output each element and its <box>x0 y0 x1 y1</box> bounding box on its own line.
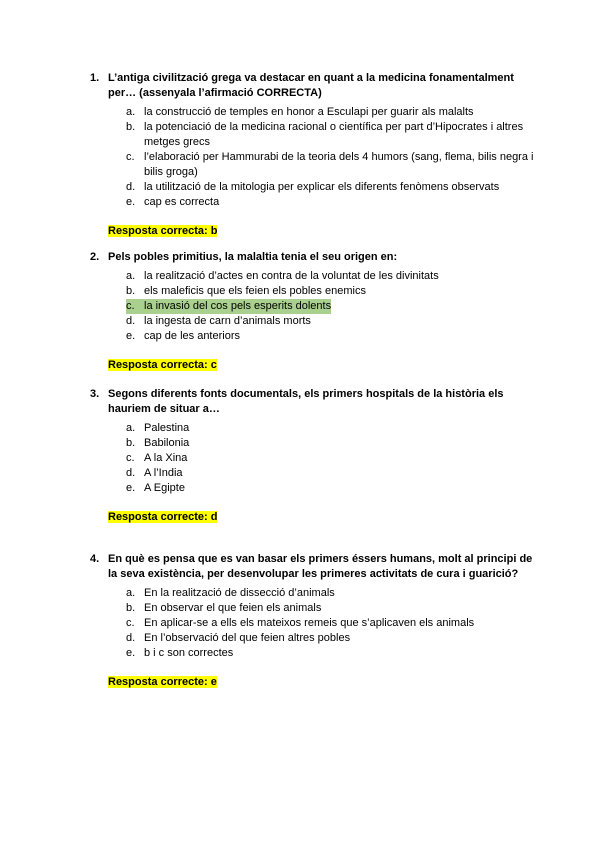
option-c <box>126 150 540 180</box>
option-a <box>126 269 540 284</box>
question-text: Segons diferents fonts documentals, els primers hospitals de la història els hauriem de situar a… <box>108 388 504 415</box>
option-text: cap de les anteriors <box>144 330 240 342</box>
option-letter: d. <box>126 467 136 479</box>
question-heading <box>90 71 540 101</box>
question-number: 3. <box>90 388 100 400</box>
question-1 <box>90 71 540 239</box>
correct-answer <box>108 358 540 373</box>
question-text: En què es pensa que es van basar els primers éssers humans, molt al principi de la seva existència, per desenvolupar les primeres activitats de cura i guarició? <box>108 553 533 580</box>
option-letter: e. <box>126 330 136 342</box>
option-b <box>126 284 540 299</box>
option-c <box>126 299 540 314</box>
option-list <box>90 269 540 344</box>
correct-answer <box>108 510 540 525</box>
option-letter: c. <box>126 617 135 629</box>
question-text: Pels pobles primitius, la malaltia tenia el seu origen en: <box>108 251 398 263</box>
question-number: 2. <box>90 251 100 263</box>
option-text: la realització d’actes en contra de la voluntat de les divinitats <box>144 270 439 282</box>
option-list <box>90 105 540 210</box>
option-letter: d. <box>126 632 136 644</box>
option-letter: b. <box>126 437 136 449</box>
question-2 <box>90 250 540 373</box>
option-letter: e. <box>126 647 136 659</box>
option-letter: d. <box>126 315 136 327</box>
option-text: l’elaboració per Hammurabi de la teoria dels 4 humors (sang, flema, bilis negra i bilis groga) <box>144 151 534 178</box>
question-text: L’antiga civilització grega va destacar en quant a la medicina fonamentalment per… (assenyala l’afirmació CORRECTA) <box>108 72 514 99</box>
question-heading <box>90 552 540 582</box>
option-b <box>126 601 540 616</box>
question-heading <box>90 387 540 417</box>
option-text: A la Xina <box>144 452 188 464</box>
option-text: Palestina <box>144 422 190 434</box>
answer-highlight: Resposta correcte: e <box>108 676 217 688</box>
option-e <box>126 646 540 661</box>
option-text-highlighted: la invasió del cos pels esperits dolents <box>144 300 332 312</box>
option-text: la utilització de la mitologia per explicar els diferents fenòmens observats <box>144 181 500 193</box>
option-letter: a. <box>126 106 136 118</box>
option-a <box>126 105 540 120</box>
option-text: cap es correcta <box>144 196 220 208</box>
option-letter: a. <box>126 422 136 434</box>
option-text: Babilonia <box>144 437 190 449</box>
option-e <box>126 481 540 496</box>
option-text: En l’observació del que feien altres pobles <box>144 632 351 644</box>
option-d <box>126 466 540 481</box>
option-letter: c. <box>126 452 135 464</box>
option-letter: e. <box>126 482 136 494</box>
option-letter: d. <box>126 181 136 193</box>
option-letter: a. <box>126 587 136 599</box>
option-d <box>126 631 540 646</box>
question-heading <box>90 250 540 265</box>
question-number: 4. <box>90 553 100 565</box>
option-b <box>126 120 540 150</box>
option-letter: a. <box>126 270 136 282</box>
option-d <box>126 314 540 329</box>
correct-answer <box>108 224 540 239</box>
option-text: En la realització de dissecció d’animals <box>144 587 335 599</box>
answer-highlight: Resposta correcta: c <box>108 359 217 371</box>
option-text: A l’India <box>144 467 183 479</box>
option-letter: c. <box>126 299 144 314</box>
option-letter: c. <box>126 151 135 163</box>
option-d <box>126 180 540 195</box>
question-4 <box>90 552 540 690</box>
question-3 <box>90 387 540 525</box>
option-text: la potenciació de la medicina racional o científica per part d’Hipocrates i altres metges grecs <box>144 121 524 148</box>
option-text: En aplicar-se a ells els mateixos remeis que s’aplicaven els animals <box>144 617 475 629</box>
option-letter: e. <box>126 196 136 208</box>
option-letter: b. <box>126 121 136 133</box>
option-letter: b. <box>126 602 136 614</box>
option-list <box>90 421 540 496</box>
option-c <box>126 616 540 631</box>
option-c <box>126 451 540 466</box>
answer-highlight: Resposta correcta: b <box>108 225 218 237</box>
option-e <box>126 195 540 210</box>
answer-highlight: Resposta correcte: d <box>108 511 218 523</box>
option-text: la ingesta de carn d’animals morts <box>144 315 311 327</box>
option-text: b i c son correctes <box>144 647 234 659</box>
option-text: la construcció de temples en honor a Esculapi per guarir als malalts <box>144 106 474 118</box>
option-list <box>90 586 540 661</box>
option-a <box>126 586 540 601</box>
correct-answer <box>108 675 540 690</box>
option-b <box>126 436 540 451</box>
option-text: En observar el que feien els animals <box>144 602 322 614</box>
option-text: A Egipte <box>144 482 185 494</box>
option-text: els maleficis que els feien els pobles enemics <box>144 285 366 297</box>
question-number: 1. <box>90 72 100 84</box>
option-a <box>126 421 540 436</box>
option-letter: b. <box>126 285 136 297</box>
option-e <box>126 329 540 344</box>
